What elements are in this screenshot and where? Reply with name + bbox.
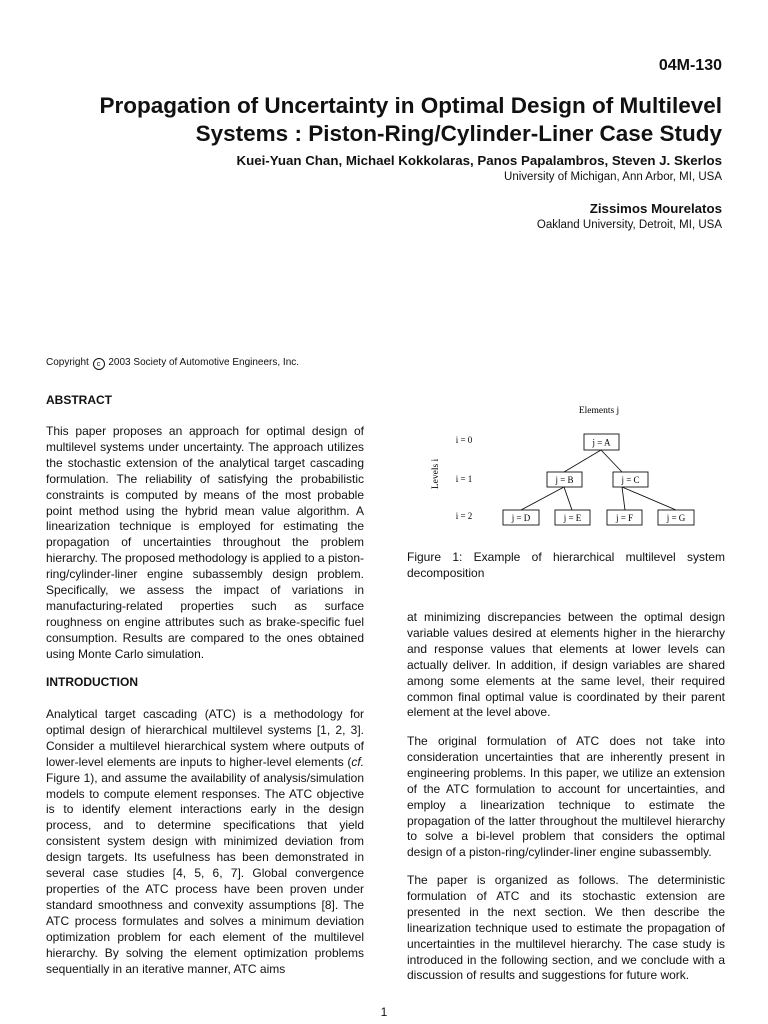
paper-title: Propagation of Uncertainty in Optimal Design of Multilevel Systems : Piston-Ring/Cylinder-Liner Case Study — [99, 93, 722, 146]
node-d-label: j = D — [511, 513, 531, 523]
figure-axis-label: Levels i — [431, 458, 441, 490]
copyright-notice — [46, 357, 299, 370]
node-e — [555, 510, 590, 525]
copyright-text: 2003 Society of Automotive Engineers, Inc. — [108, 357, 300, 368]
paper-id: 04M-130 — [658, 57, 722, 74]
intro-cf-italic: cf. — [351, 754, 364, 769]
intro-text-part-b: Figure 1), and assume the availability of analysis/simulation models to compute element responses. The ATC objective is to identify element interactions early in the design process, and to determine specifications that yield consistent system design with minimized deviation from design targets. Its usefulness has been demonstrated in several case studies [4, 5, 6, 7]. Global convergence properties of the ATC process have been proven under standard smoothness and convexity assumptions [8]. The ATC process formulates and solves a minimum deviation optimization problem for each element of the multilevel hierarchy. By solving the element optimization problems sequentially in an iterative manner, ATC aims — [46, 770, 364, 976]
right-paragraph-2: The original formulation of ATC does not take into consideration uncertainties that are inherently present in engineering problems. In this paper, we utilize an extension of the ATC formulation to account for uncertainties, and employ a linearization technique to estimate the propagation of the latter throughout the multilevel hierarchy to solve a bi-level problem that considers the optimal design of a piston-ring/cylinder-liner engine subassembly. — [407, 734, 725, 860]
author-second-line: Zissimos Mourelatos — [589, 201, 722, 216]
node-a-label: j = A — [592, 437, 611, 448]
node-c — [613, 472, 648, 487]
node-b — [547, 472, 582, 487]
introduction-heading: INTRODUCTION — [46, 675, 138, 689]
authors-line: Kuei-Yuan Chan, Michael Kokkolaras, Panos Papalambros, Steven J. Skerlos — [236, 153, 722, 168]
node-f — [607, 510, 642, 525]
figure-title: Elements j — [578, 406, 620, 416]
intro-text-part-a: Analytical target cascading (ATC) is a methodology for optimal design of hierarchical multilevel systems [1, 2, 3]. Consider a multilevel hierarchical system where outputs of lower-level elements are inputs to higher-level elements ( — [46, 707, 364, 769]
copyright-symbol-icon: c — [93, 358, 105, 370]
level-label-0: i = 0 — [455, 435, 473, 445]
right-paragraph-1: at minimizing discrepancies between the optimal design variable values desired at elements higher in the hierarchy and response values that elements at lower levels can actually deliver. In addition, if design variables are shared among some elements at the same level, their required common final optimal value is coordinated by their parent element at the level above. — [407, 610, 725, 720]
affiliation-oakland: Oakland University, Detroit, MI, USA — [536, 219, 722, 231]
introduction-paragraph — [46, 707, 364, 977]
level-label-2: i = 2 — [455, 511, 473, 521]
right-paragraph-3: The paper is organized as follows. The deterministic formulation of ATC and its stochastic extension are presented in the next section. We then describe the linearization technique used to estimate the propagation of uncertainties in the multilevel hierarchy. The case study is introduced in the following section, and we conclude with a discussion of results and suggestions for future work. — [407, 873, 725, 983]
node-g-label: j = G — [666, 513, 686, 523]
node-f-label: j = F — [615, 513, 634, 523]
node-d — [503, 510, 539, 525]
hierarchy-diagram — [407, 398, 725, 533]
abstract-heading: ABSTRACT — [46, 393, 112, 407]
node-b-label: j = B — [555, 475, 574, 485]
copyright-prefix: Copyright — [46, 357, 89, 368]
hierarchy-connectors — [521, 450, 676, 510]
page-number: 1 — [380, 1005, 388, 1019]
node-a — [584, 434, 619, 450]
abstract-body: This paper proposes an approach for optimal design of multilevel systems under uncertainty. The approach utilizes the stochastic extension of the analytical target cascading formulation. The reliability of satisfying the probabilistic constraints is computed by means of the most probable point method using the hybrid mean value algorithm. A linearization technique is employed for estimating the propagation of uncertainties throughout the problem hierarchy. The proposed methodology is applied to a piston-ring/cylinder-liner engine subassembly design problem. Specifically, we assess the impact of variations in manufacturing-related properties such as surface roughness on engine attributes such as brake-specific fuel consumption. Results are compared to the ones obtained using Monte Carlo simulation. — [46, 424, 364, 661]
node-g — [658, 510, 694, 525]
figure-caption: Figure 1: Example of hierarchical multilevel system decomposition — [407, 550, 725, 580]
node-c-label: j = C — [621, 475, 640, 485]
affiliation-michigan: University of Michigan, Ann Arbor, MI, USA — [504, 171, 722, 183]
node-e-label: j = E — [563, 513, 582, 523]
level-label-1: i = 1 — [455, 474, 473, 484]
